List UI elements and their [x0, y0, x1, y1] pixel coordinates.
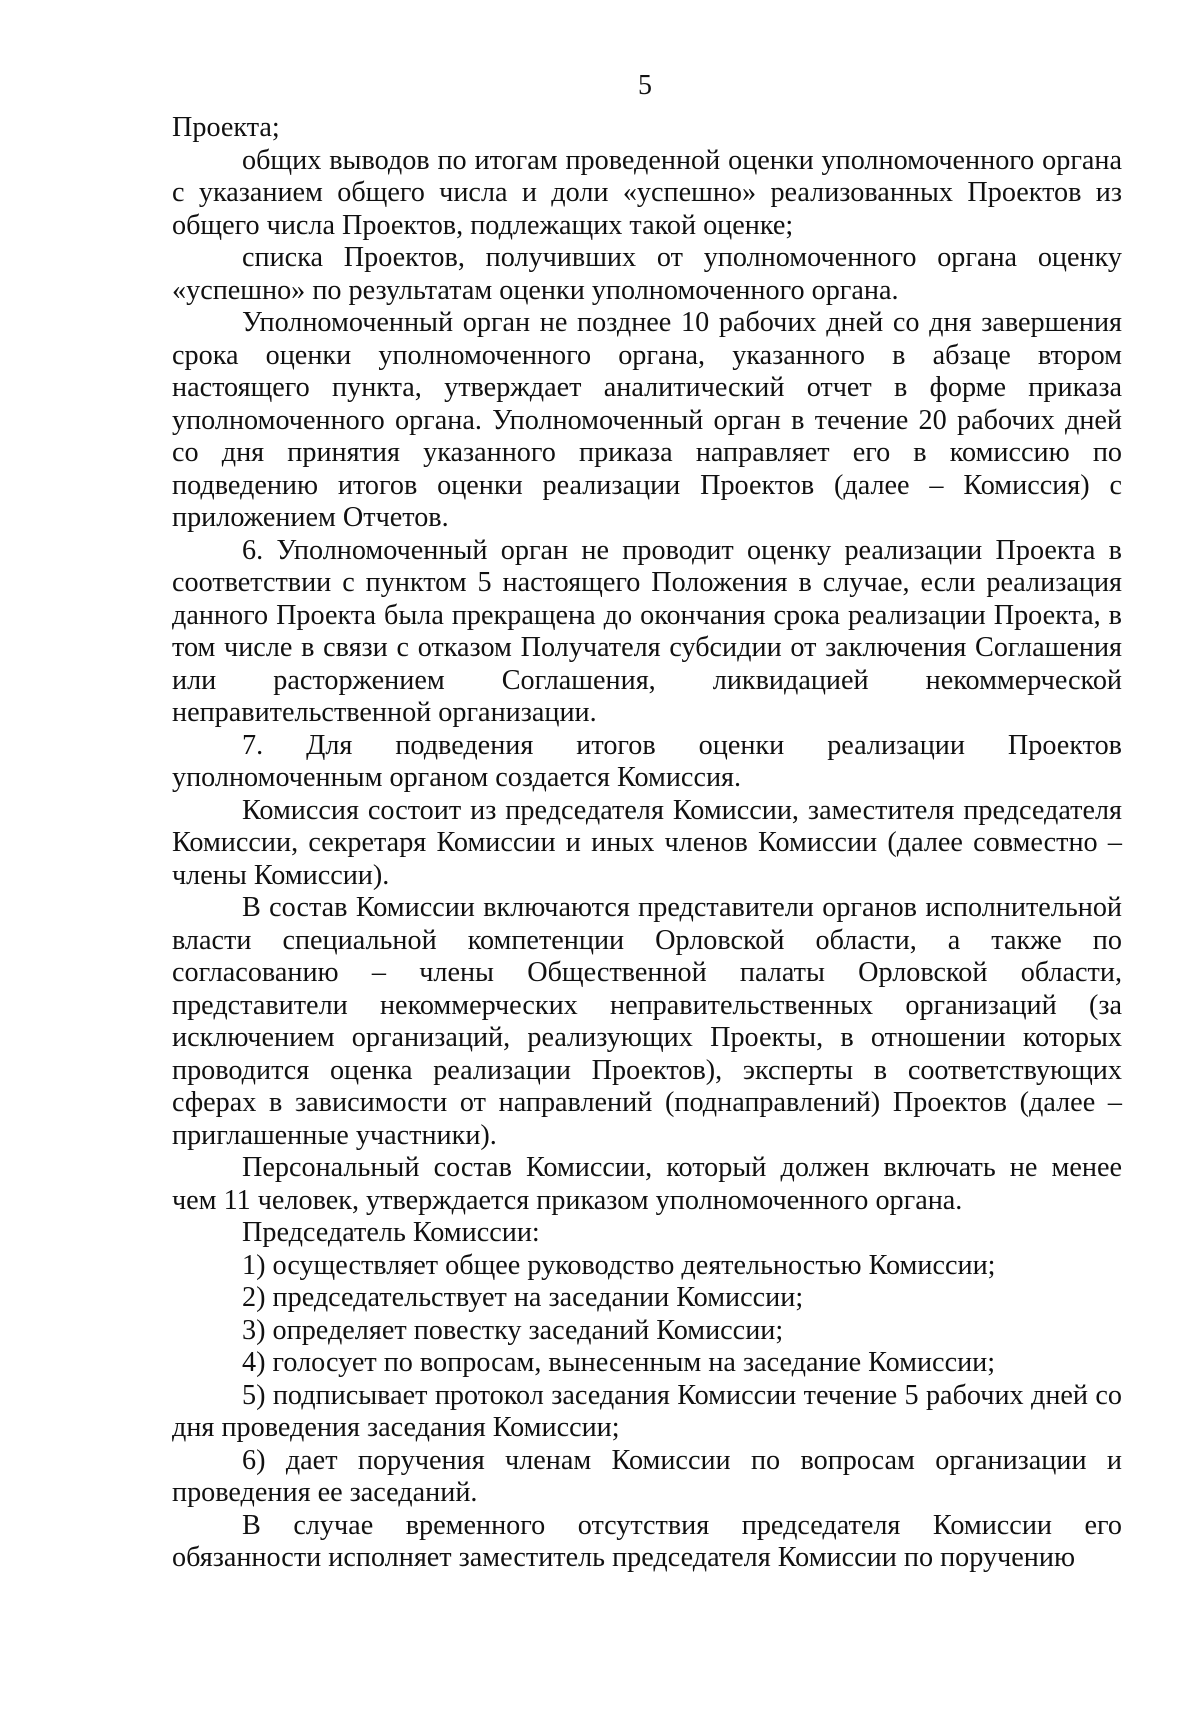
paragraph: 7. Для подведения итогов оценки реализации Проектов уполномоченным органом создается Комиссия.: [172, 729, 1122, 793]
paragraph: 6. Уполномоченный орган не проводит оценку реализации Проекта в соответствии с пунктом 5 настоящего Положения в случае, если реализация данного Проекта была прекращена до окончания срока реализации Проекта, в том числе в связи с отказом Получателя субсидии от заключения Соглашения или расторжением Соглашения, ликвидацией некоммерческой неправительственной организации.: [172, 534, 1122, 728]
list-item: 2) председательствует на заседании Комиссии;: [242, 1282, 804, 1313]
paragraph: Персональный состав Комиссии, который должен включать не менее чем 11 человек, утверждается приказом уполномоченного органа.: [172, 1152, 1122, 1216]
list-item: 4) голосует по вопросам, вынесенным на заседание Комиссии;: [242, 1347, 996, 1378]
paragraph: списка Проектов, получивших от уполномоченного органа оценку «успешно» по результатам оценки уполномоченного органа.: [172, 242, 1122, 306]
paragraph: В случае временного отсутствия председателя Комиссии его обязанности исполняет заместитель председателя Комиссии по поручению: [172, 1509, 1122, 1573]
paragraph: Уполномоченный орган не позднее 10 рабочих дней со дня завершения срока оценки уполномоченного органа, указанного в абзаце втором настоящего пункта, утверждает аналитический отчет в форме приказа уполномоченного органа. Уполномоченный орган в течение 20 рабочих дней со дня принятия указанного приказа направляет его в комиссию по подведению итогов оценки реализации Проектов (далее – Комиссия) с приложением Отчетов.: [172, 307, 1122, 533]
paragraph: В состав Комиссии включаются представители органов исполнительной власти специальной компетенции Орловской области, а также по согласованию – члены Общественной палаты Орловской области, представители некоммерческих неправительственных организаций (за исключением организаций, реализующих Проекты, в отношении которых проводится оценка реализации Проектов), эксперты в соответствующих сферах в зависимости от направлений (поднаправлений) Проектов (далее – приглашенные участники).: [172, 892, 1122, 1151]
paragraph: Комиссия состоит из председателя Комиссии, заместителя председателя Комиссии, секретаря Комиссии и иных членов Комиссии (далее совместно – члены Комиссии).: [172, 794, 1122, 891]
paragraph: общих выводов по итогам проведенной оценки уполномоченного органа с указанием общего числа и доли «успешно» реализованных Проектов из общего числа Проектов, подлежащих такой оценке;: [172, 144, 1122, 241]
paragraph: Проекта;: [172, 112, 280, 143]
paragraph: Председатель Комиссии:: [242, 1217, 540, 1248]
page-number: 5: [638, 70, 652, 101]
list-item: 5) подписывает протокол заседания Комиссии течение 5 рабочих дней со дня проведения заседания Комиссии;: [172, 1379, 1122, 1443]
list-item: 3) определяет повестку заседаний Комиссии;: [242, 1314, 784, 1346]
list-item: 1) осуществляет общее руководство деятельностью Комиссии;: [242, 1249, 996, 1281]
list-item: 6) дает поручения членам Комиссии по вопросам организации и проведения ее заседаний.: [172, 1444, 1122, 1508]
document-body: [172, 112, 1122, 1575]
